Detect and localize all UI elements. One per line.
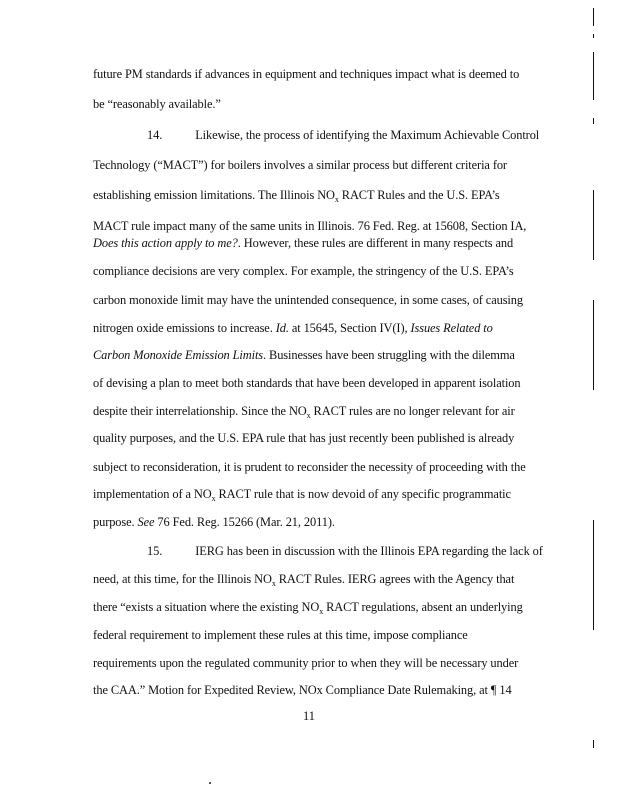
text-line: there “exists a situation where the existing $NO_x$ RACT regulations, absent an underlying	[93, 600, 523, 616]
text-line: the CAA.” Motion for Expedited Review, NOx Compliance Date Rulemaking, at ¶ 14	[93, 683, 512, 697]
text-line: of devising a plan to meet both standards that have been developed in apparent isolation	[93, 376, 521, 390]
scan-artifact	[209, 782, 211, 784]
text-line: MACT rule impact many of the same units in Illinois. 76 Fed. Reg. at 15608, Section IA,	[93, 219, 527, 233]
paragraph-15-first-line: 15. IERG has been in discussion with the Illinois EPA regarding the lack of	[147, 544, 543, 558]
scan-artifact	[593, 52, 594, 100]
text-line: purpose. See 76 Fed. Reg. 15266 (Mar. 21, 2011).	[93, 515, 335, 529]
text-line: compliance decisions are very complex. For example, the stringency of the U.S. EPA’s	[93, 264, 514, 278]
paragraph-number: 14.	[147, 128, 163, 142]
scan-artifact	[593, 34, 594, 38]
scan-artifact	[593, 740, 594, 748]
scan-artifact	[593, 8, 594, 26]
text-line: federal requirement to implement these rules at this time, impose compliance	[93, 628, 468, 642]
page-number: 11	[303, 709, 315, 723]
text-line: need, at this time, for the Illinois $NO_x$ RACT Rules. IERG agrees with the Agency that	[93, 572, 515, 588]
text-line: Technology (“MACT”) for boilers involves a similar process but different criteria for	[93, 158, 507, 172]
scan-artifact	[593, 520, 594, 630]
paragraph-number: 15.	[147, 544, 163, 558]
scan-artifact	[593, 300, 594, 390]
text-line: be “reasonably available.”	[93, 97, 221, 111]
text-line: future PM standards if advances in equipment and techniques impact what is deemed to	[93, 67, 520, 81]
text-line: quality purposes, and the U.S. EPA rule that has just recently been published is already	[93, 431, 515, 445]
text-line: requirements upon the regulated community prior to when they will be necessary under	[93, 656, 519, 670]
text-line: Does this action apply to me?. However, these rules are different in many respects and	[93, 236, 514, 250]
text-line: carbon monoxide limit may have the unintended consequence, in some cases, of causing	[93, 293, 523, 307]
text-line: subject to reconsideration, it is prudent to reconsider the necessity of proceeding with the	[93, 460, 526, 474]
scan-artifact	[593, 190, 594, 260]
scan-artifact	[593, 118, 594, 124]
text-line: Carbon Monoxide Emission Limits. Businesses have been struggling with the dilemma	[93, 348, 515, 362]
text-line: nitrogen oxide emissions to increase. Id. at 15645, Section IV(I), Issues Related to	[93, 321, 493, 335]
text-line: establishing emission limitations. The Illinois $NO_x$ RACT Rules and the U.S. EPA’s	[93, 188, 500, 204]
text-line: despite their interrelationship. Since the $NO_x$ RACT rules are no longer relevant for air	[93, 404, 515, 420]
paragraph-14-first-line: 14. Likewise, the process of identifying the Maximum Achievable Control	[147, 128, 540, 142]
text-line: implementation of a $NO_x$ RACT rule that is now devoid of any specific programmatic	[93, 487, 511, 503]
